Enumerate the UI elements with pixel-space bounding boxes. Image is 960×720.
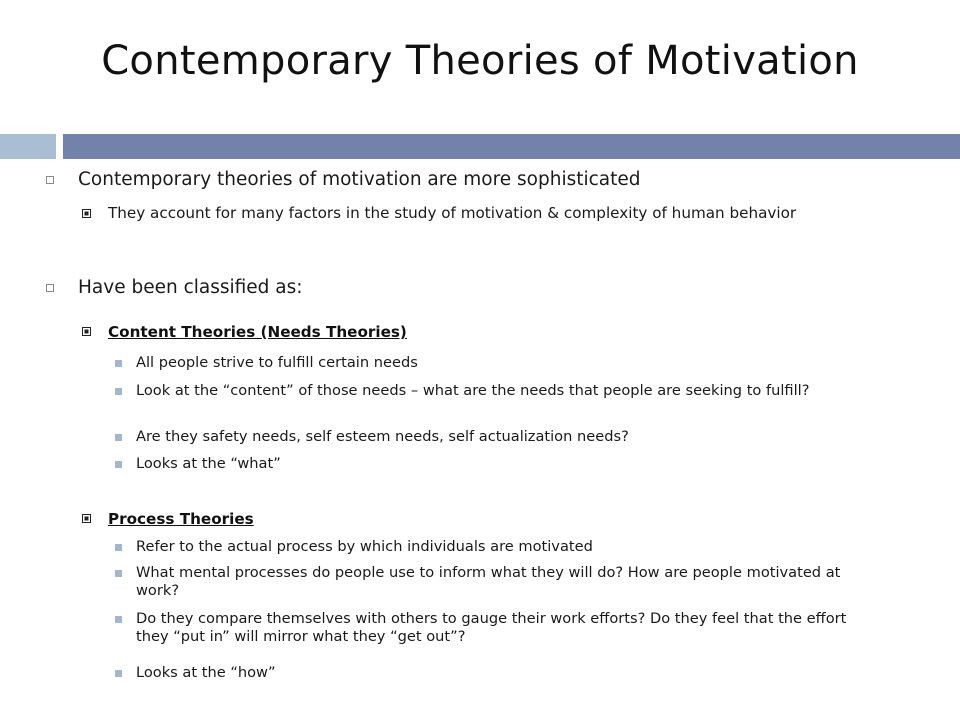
bullet-text: Look at the “content” of those needs – what are the needs that people are seeking to fulfill?: [136, 382, 810, 399]
small-square-bullet-icon: [115, 616, 122, 623]
bullet-level3: [115, 455, 876, 473]
bullet-text: Are they safety needs, self esteem needs, self actualization needs?: [136, 428, 629, 445]
filled-square-bullet-icon: [82, 209, 91, 218]
bullet-level2: [82, 204, 828, 223]
small-square-bullet-icon: [115, 461, 122, 468]
slide-title: Contemporary Theories of Motivation: [101, 38, 859, 84]
small-square-bullet-icon: [115, 670, 122, 677]
bullet-text: What mental processes do people use to inform what they will do? How are people motivated at work?: [136, 564, 841, 599]
square-bullet-icon: [46, 284, 54, 292]
bullet-text: All people strive to fulfill certain needs: [136, 354, 418, 371]
bullet-text: Looks at the “how”: [136, 664, 276, 681]
small-square-bullet-icon: [115, 434, 122, 441]
bullet-text: Refer to the actual process by which individuals are motivated: [136, 538, 593, 555]
small-square-bullet-icon: [115, 388, 122, 395]
bullet-level3: [115, 610, 876, 646]
bullet-level3: [115, 664, 876, 682]
square-bullet-icon: [46, 176, 54, 184]
bullet-level3: [115, 538, 876, 556]
bullet-level1: [46, 167, 641, 193]
bullet-text: Do they compare themselves with others to gauge their work efforts? Do they feel that the effort they “put in” will mirror what they “get out”?: [136, 610, 847, 645]
filled-square-bullet-icon: [82, 327, 91, 336]
filled-square-bullet-icon: [82, 514, 91, 523]
small-square-bullet-icon: [115, 544, 122, 551]
bullet-level2-heading: [82, 322, 407, 342]
bullet-text: They account for many factors in the study of motivation & complexity of human behavior: [108, 204, 797, 222]
small-square-bullet-icon: [115, 570, 122, 577]
bullet-level1: [46, 275, 303, 301]
bullet-text: Looks at the “what”: [136, 455, 281, 472]
bullet-text: Have been classified as:: [78, 277, 303, 298]
small-square-bullet-icon: [115, 360, 122, 367]
bullet-level3: [115, 564, 876, 600]
group-heading: Content Theories (Needs Theories): [108, 323, 407, 341]
bullet-level3: [115, 382, 876, 400]
group-heading: Process Theories: [108, 510, 254, 528]
bullet-level3: [115, 354, 876, 372]
bullet-text: Contemporary theories of motivation are more sophisticated: [78, 169, 641, 190]
bullet-level3: [115, 428, 876, 446]
bullet-level2-heading: [82, 509, 254, 529]
